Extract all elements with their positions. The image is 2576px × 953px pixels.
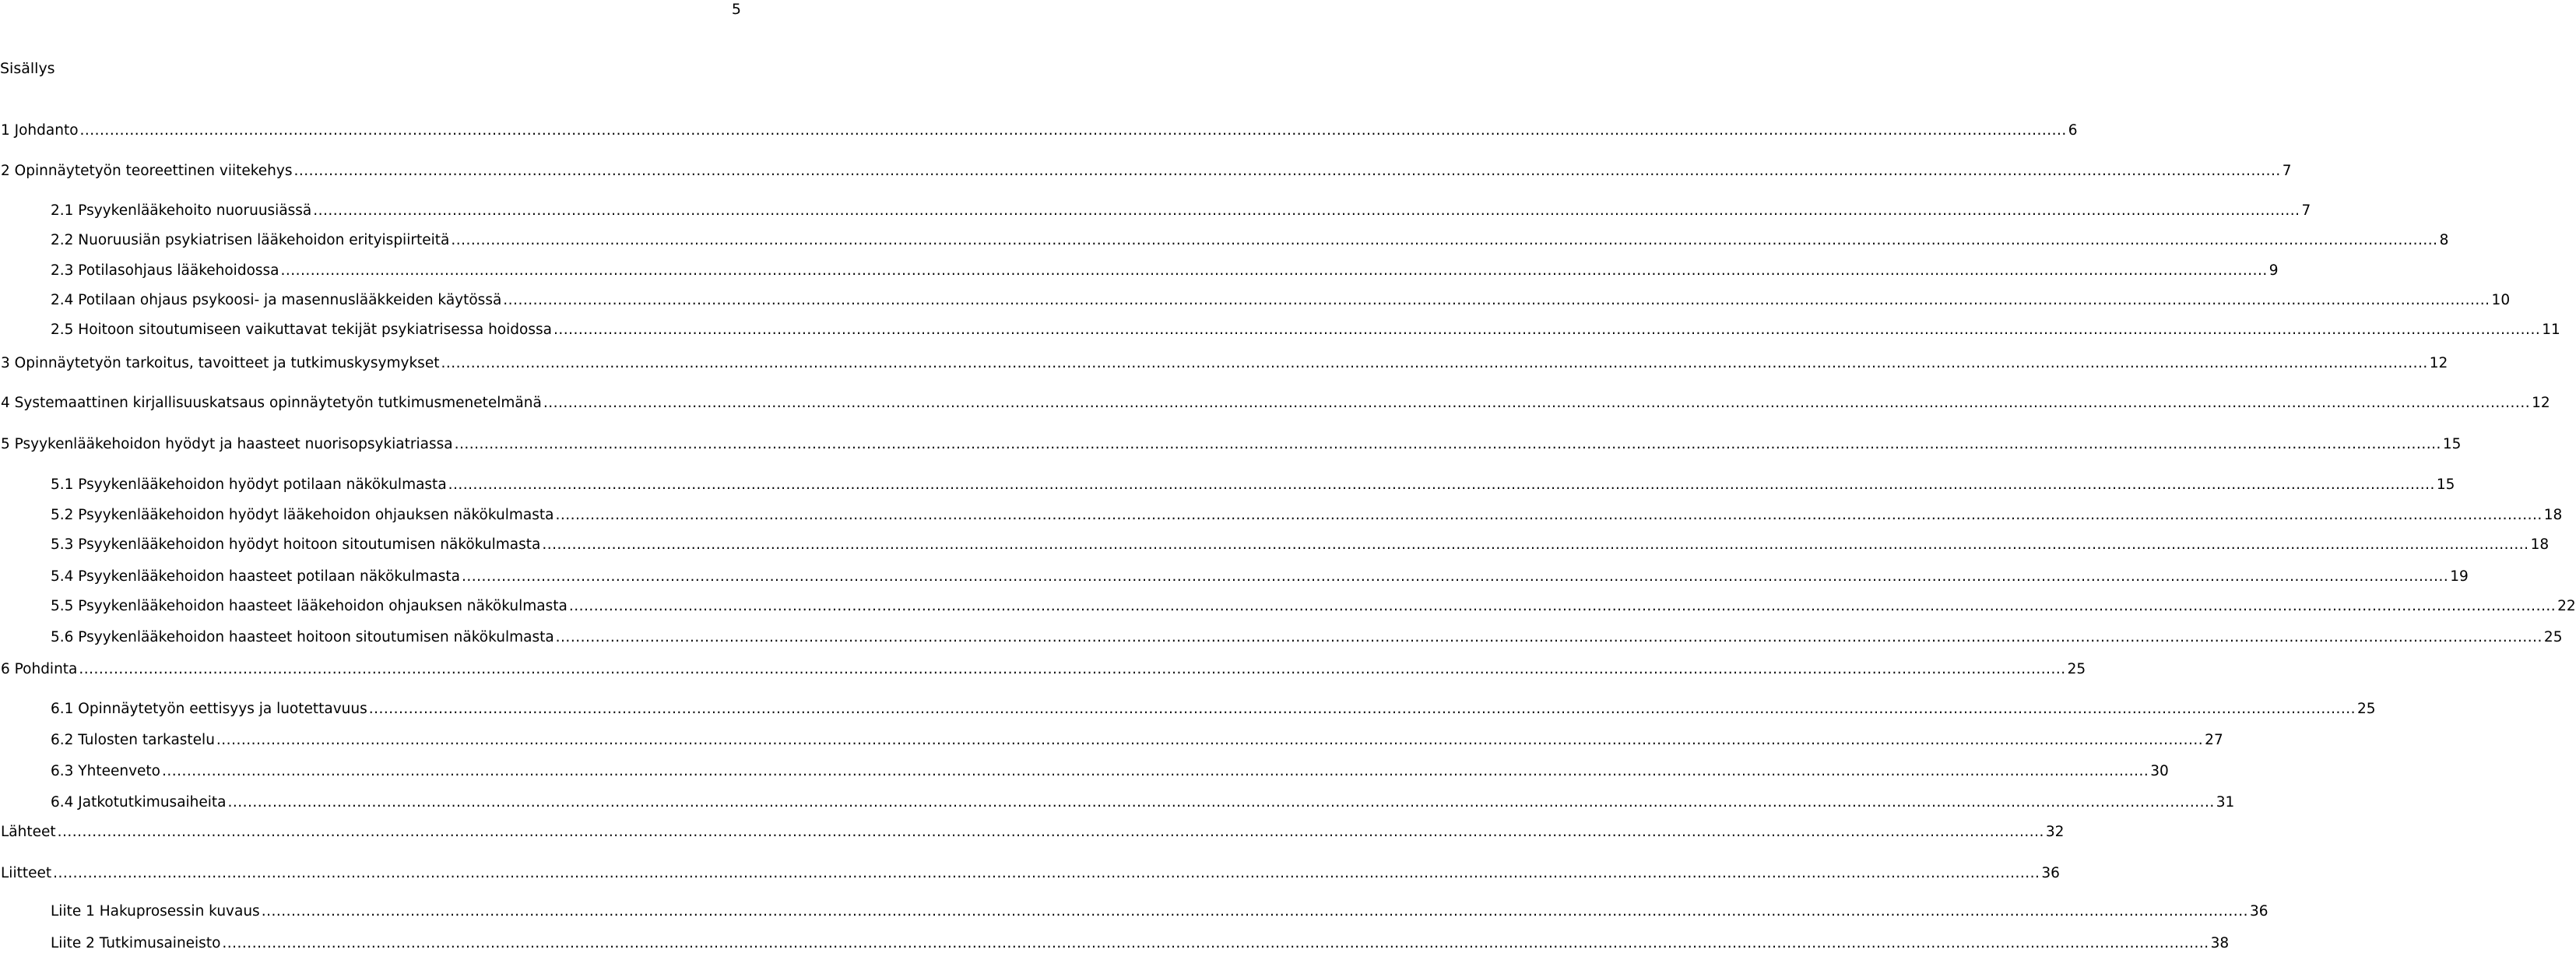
toc-entry[interactable] [51,902,2268,921]
toc-dot-leader: ................................................................................................................................................................................................................................................................................................................................................................................................................ [161,763,2149,779]
toc-entry-title: 5.2 Psyykenlääkehoidon hyödyt lääkehoidon ohjauksen näkökulmasta [51,507,554,523]
toc-entry-page: 7 [2301,202,2311,219]
toc-entry-title: 6.4 Jatkotutkimusaiheita [51,794,227,811]
toc-entry-title: 2.1 Psyykenlääkehoito nuoruusiässä [51,202,312,219]
toc-entry-page: 18 [2543,507,2563,523]
toc-entry-page: 25 [2067,661,2086,677]
toc-dot-leader: ................................................................................................................................................................................................................................................................................................................................................................................................................ [555,507,2543,523]
toc-entry[interactable] [51,321,2560,339]
toc-entry[interactable] [51,536,2550,554]
toc-entry[interactable] [1,864,2060,883]
toc-entry[interactable] [51,762,2169,781]
toc-entry-page: 25 [2543,629,2563,645]
toc-entry-title: 4 Systemaattinen kirjallisuuskatsaus opinnäytetyön tutkimusmenetelmänä [1,395,542,411]
toc-entry-title: 5 Psyykenlääkehoidon hyödyt ja haasteet nuorisopsykiatriassa [1,436,453,452]
toc-entry-title: 5.6 Psyykenlääkehoidon haasteet hoitoon sitoutumisen näkökulmasta [51,629,554,645]
toc-entry[interactable] [51,628,2563,647]
toc-entry[interactable] [51,202,2311,220]
toc-entry[interactable] [1,162,2292,181]
toc-dot-leader: ................................................................................................................................................................................................................................................................................................................................................................................................................ [216,732,2204,748]
toc-dot-leader: ................................................................................................................................................................................................................................................................................................................................................................................................................ [448,476,2435,493]
toc-entry-title: 5.1 Psyykenlääkehoidon hyödyt potilaan näkökulmasta [51,476,447,493]
toc-heading: Sisällys [0,60,55,77]
toc-entry-page: 38 [2210,935,2230,951]
toc-dot-leader: ................................................................................................................................................................................................................................................................................................................................................................................................................ [441,355,2428,371]
toc-entry[interactable] [51,731,2223,750]
toc-dot-leader: ................................................................................................................................................................................................................................................................................................................................................................................................................ [227,794,2215,811]
toc-entry-title: 6.2 Tulosten tarkastelu [51,732,215,748]
toc-entry-page: 6 [2068,122,2078,139]
toc-entry-title: 2.4 Potilaan ohjaus psykoosi- ja masennuslääkkeiden käytössä [51,292,502,308]
toc-entry-page: 36 [2249,903,2268,920]
toc-entry[interactable] [1,660,2086,679]
toc-entry[interactable] [51,597,2576,616]
toc-dot-leader: ................................................................................................................................................................................................................................................................................................................................................................................................................ [462,568,2449,585]
toc-entry[interactable] [1,394,2550,413]
toc-entry-title: 2.5 Hoitoon sitoutumiseen vaikuttavat tekijät psykiatrisessa hoidossa [51,322,552,338]
toc-entry-title: Liite 2 Tutkimusaineisto [51,935,221,951]
toc-dot-leader: ................................................................................................................................................................................................................................................................................................................................................................................................................ [293,163,2281,179]
toc-entry[interactable] [51,934,2230,953]
toc-entry-page: 15 [2442,436,2462,452]
toc-dot-leader: ................................................................................................................................................................................................................................................................................................................................................................................................................ [57,824,2044,840]
toc-entry-title: 5.4 Psyykenlääkehoidon haasteet potilaan näkökulmasta [51,568,461,585]
toc-entry-page: 32 [2045,824,2065,840]
toc-entry-title: Lähteet [1,824,56,840]
toc-entry-page: 12 [2429,355,2448,371]
toc-entry-title: 2.2 Nuoruusiän psykiatrisen lääkehoidon erityispiirteitä [51,232,450,248]
toc-entry[interactable] [1,121,2078,140]
toc-entry-page: 22 [2557,598,2576,614]
toc-entry[interactable] [51,568,2469,586]
toc-entry[interactable] [51,291,2511,310]
toc-entry-page: 7 [2282,163,2292,179]
toc-entry-page: 8 [2439,232,2449,248]
toc-entry-page: 11 [2542,322,2560,338]
toc-entry-page: 10 [2491,292,2511,308]
toc-entry[interactable] [1,823,2065,842]
toc-dot-leader: ................................................................................................................................................................................................................................................................................................................................................................................................................ [261,903,2248,920]
toc-entry-page: 18 [2530,536,2550,553]
toc-entry-title: Liitteet [1,865,52,881]
toc-entry-title: 2.3 Potilasohjaus lääkehoidossa [51,262,279,279]
toc-dot-leader: ................................................................................................................................................................................................................................................................................................................................................................................................................ [503,292,2490,308]
toc-entry-title: 6.1 Opinnäytetyön eettisyys ja luotettavuus [51,701,367,717]
toc-dot-leader: ................................................................................................................................................................................................................................................................................................................................................................................................................ [451,232,2438,248]
toc-entry-title: 1 Johdanto [1,122,79,139]
toc-entry-page: 31 [2216,794,2235,811]
toc-entry[interactable] [51,700,2376,719]
toc-entry-title: 2 Opinnäytetyön teoreettinen viitekehys [1,163,293,179]
toc-entry[interactable] [51,262,2279,280]
toc-entry-page: 19 [2450,568,2469,585]
toc-entry-page: 25 [2357,701,2376,717]
toc-entry[interactable] [51,231,2449,250]
toc-dot-leader: ................................................................................................................................................................................................................................................................................................................................................................................................................ [454,436,2441,452]
toc-entry-page: 30 [2150,763,2169,779]
toc-dot-leader: ................................................................................................................................................................................................................................................................................................................................................................................................................ [79,661,2066,677]
toc-dot-leader: ................................................................................................................................................................................................................................................................................................................................................................................................................ [79,122,2067,139]
toc-entry[interactable] [1,435,2462,454]
toc-entry-page: 27 [2205,732,2223,748]
toc-entry-page: 36 [2041,865,2060,881]
toc-dot-leader: ................................................................................................................................................................................................................................................................................................................................................................................................................ [53,865,2040,881]
toc-entry-title: 5.3 Psyykenlääkehoidon hyödyt hoitoon sitoutumisen näkökulmasta [51,536,541,553]
toc-entry-title: Liite 1 Hakuprosessin kuvaus [51,903,260,920]
toc-entry-title: 6.3 Yhteenveto [51,763,160,779]
toc-dot-leader: ................................................................................................................................................................................................................................................................................................................................................................................................................ [313,202,2300,219]
toc-entry-title: 3 Opinnäytetyön tarkoitus, tavoitteet ja tutkimuskysymykset [1,355,440,371]
toc-dot-leader: ................................................................................................................................................................................................................................................................................................................................................................................................................ [568,598,2557,614]
toc-dot-leader: ................................................................................................................................................................................................................................................................................................................................................................................................................ [280,262,2268,279]
toc-dot-leader: ................................................................................................................................................................................................................................................................................................................................................................................................................ [553,322,2541,338]
toc-entry[interactable] [51,476,2455,494]
toc-entry[interactable] [1,354,2448,373]
page-number: 5 [731,1,741,18]
toc-entry-page: 12 [2532,395,2550,411]
toc-entry-page: 9 [2268,262,2279,279]
toc-entry-page: 15 [2436,476,2455,493]
toc-dot-leader: ................................................................................................................................................................................................................................................................................................................................................................................................................ [543,395,2531,411]
toc-dot-leader: ................................................................................................................................................................................................................................................................................................................................................................................................................ [555,629,2543,645]
toc-dot-leader: ................................................................................................................................................................................................................................................................................................................................................................................................................ [542,536,2529,553]
toc-dot-leader: ................................................................................................................................................................................................................................................................................................................................................................................................................ [222,935,2209,951]
toc-entry-title: 5.5 Psyykenlääkehoidon haasteet lääkehoidon ohjauksen näkökulmasta [51,598,568,614]
toc-dot-leader: ................................................................................................................................................................................................................................................................................................................................................................................................................ [368,701,2356,717]
toc-entry[interactable] [51,793,2235,812]
toc-entry[interactable] [51,506,2563,525]
toc-entry-title: 6 Pohdinta [1,661,78,677]
